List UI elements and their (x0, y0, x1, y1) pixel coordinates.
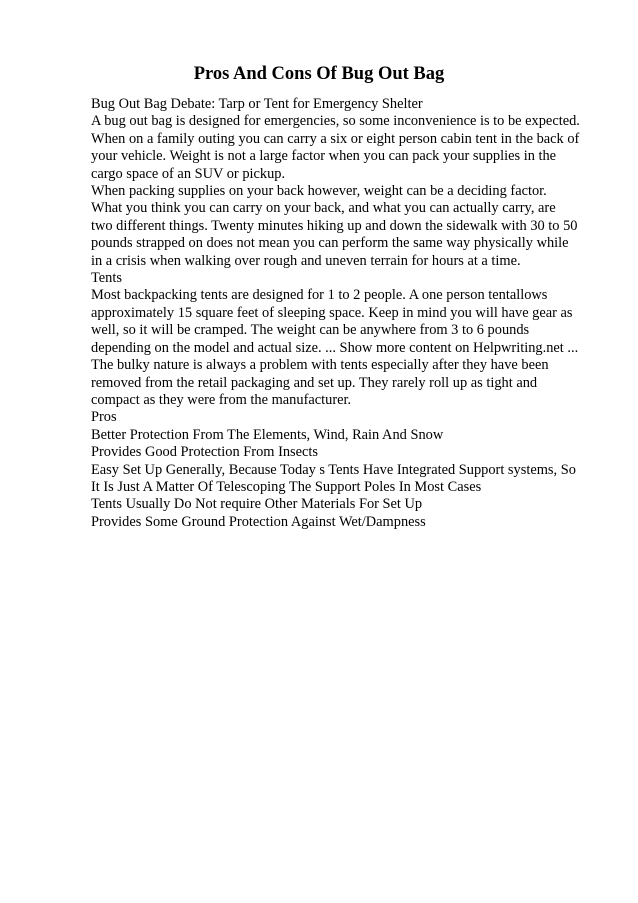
pros-item: Provides Some Ground Protection Against Wet/Dampness (91, 513, 426, 530)
body-line: Most backpacking tents are designed for 1 to 2 people. A one person tentallows (91, 287, 548, 304)
body-line: The bulky nature is always a problem with tents especially after they have been (91, 357, 549, 374)
body-line: removed from the retail packaging and set up. They rarely roll up as tight and (91, 374, 538, 391)
section-heading-tents: Tents (91, 270, 122, 287)
section-heading-pros: Pros (91, 409, 117, 426)
body-line: your vehicle. Weight is not a large factor when you can pack your supplies in the (91, 148, 557, 165)
body-line: pounds strapped on does not mean you can perform the same way physically while (91, 235, 569, 252)
document-body (91, 96, 589, 531)
pros-item: Better Protection From The Elements, Wind, Rain And Snow (91, 426, 444, 443)
pros-item: Tents Usually Do Not require Other Materials For Set Up (91, 496, 423, 513)
body-line: cargo space of an SUV or pickup. (91, 165, 286, 182)
body-line: What you think you can carry on your back, and what you can actually carry, are (91, 200, 556, 217)
subtitle-line: Bug Out Bag Debate: Tarp or Tent for Emergency Shelter (91, 96, 423, 112)
body-line: well, so it will be cramped. The weight can be anywhere from 3 to 6 pounds (91, 322, 530, 339)
pros-item: Easy Set Up Generally, Because Today s Tents Have Integrated Support systems, So (91, 461, 576, 478)
document-title: Pros And Cons Of Bug Out Bag (193, 64, 445, 84)
body-line: A bug out bag is designed for emergencies, so some inconvenience is to be expected. (91, 113, 580, 130)
body-line: When packing supplies on your back however, weight can be a deciding factor. (91, 183, 547, 200)
pros-item: Provides Good Protection From Insects (91, 444, 319, 461)
body-line: depending on the model and actual size. ... Show more content on Helpwriting.net ... (91, 339, 579, 356)
body-line: in a crisis when walking over rough and uneven terrain for hours at a time. (91, 252, 521, 269)
pros-item: It Is Just A Matter Of Telescoping The Support Poles In Most Cases (91, 478, 482, 495)
body-line: When on a family outing you can carry a six or eight person cabin tent in the back of (91, 130, 580, 147)
body-line: approximately 15 square feet of sleeping space. Keep in mind you will have gear as (91, 304, 573, 321)
body-line: compact as they were from the manufacturer. (91, 391, 352, 408)
body-line: two different things. Twenty minutes hiking up and down the sidewalk with 30 to 50 (91, 217, 578, 234)
